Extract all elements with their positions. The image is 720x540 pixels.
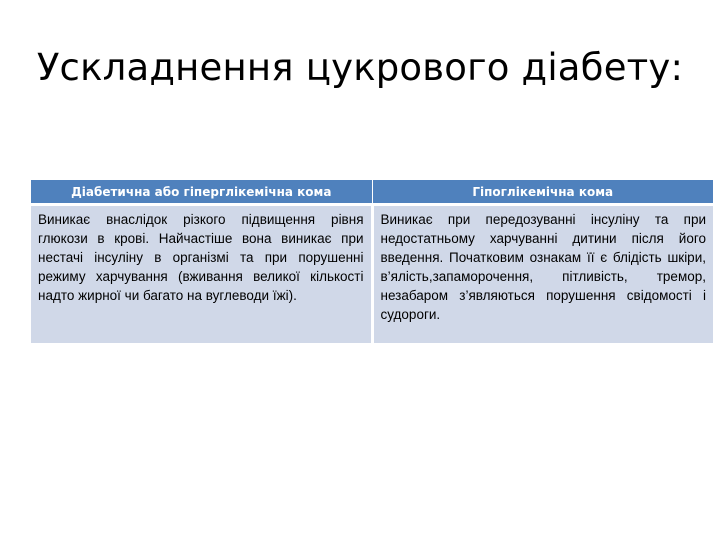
cell-hypoglycemic-description: Виникає при передозуванні інсуліну та при недостатньому харчуванні дитини після його введення. Початковим ознакам її є блідість шкіри, в’ялість,запаморочення, пітливість, тремор, незабаром з’являються порушення свідомості і судороги. xyxy=(372,205,713,344)
table-row xyxy=(31,205,713,344)
comparison-table xyxy=(31,180,713,343)
header-hyperglycemic-coma: Діабетична або гіперглікемічна кома xyxy=(31,180,372,205)
table-header-row xyxy=(31,180,713,205)
cell-hyperglycemic-description: Виникає внаслідок різкого підвищення рівня глюкози в крові. Найчастіше вона виникає при нестачі інсуліну в організмі та при порушенні режиму харчування (вживання великої кількості надто жирної чи багато на вуглеводи їжі). xyxy=(31,205,372,344)
header-hypoglycemic-coma: Гіпоглікемічна кома xyxy=(372,180,713,205)
slide-title: Ускладнення цукрового діабету: xyxy=(36,46,684,89)
